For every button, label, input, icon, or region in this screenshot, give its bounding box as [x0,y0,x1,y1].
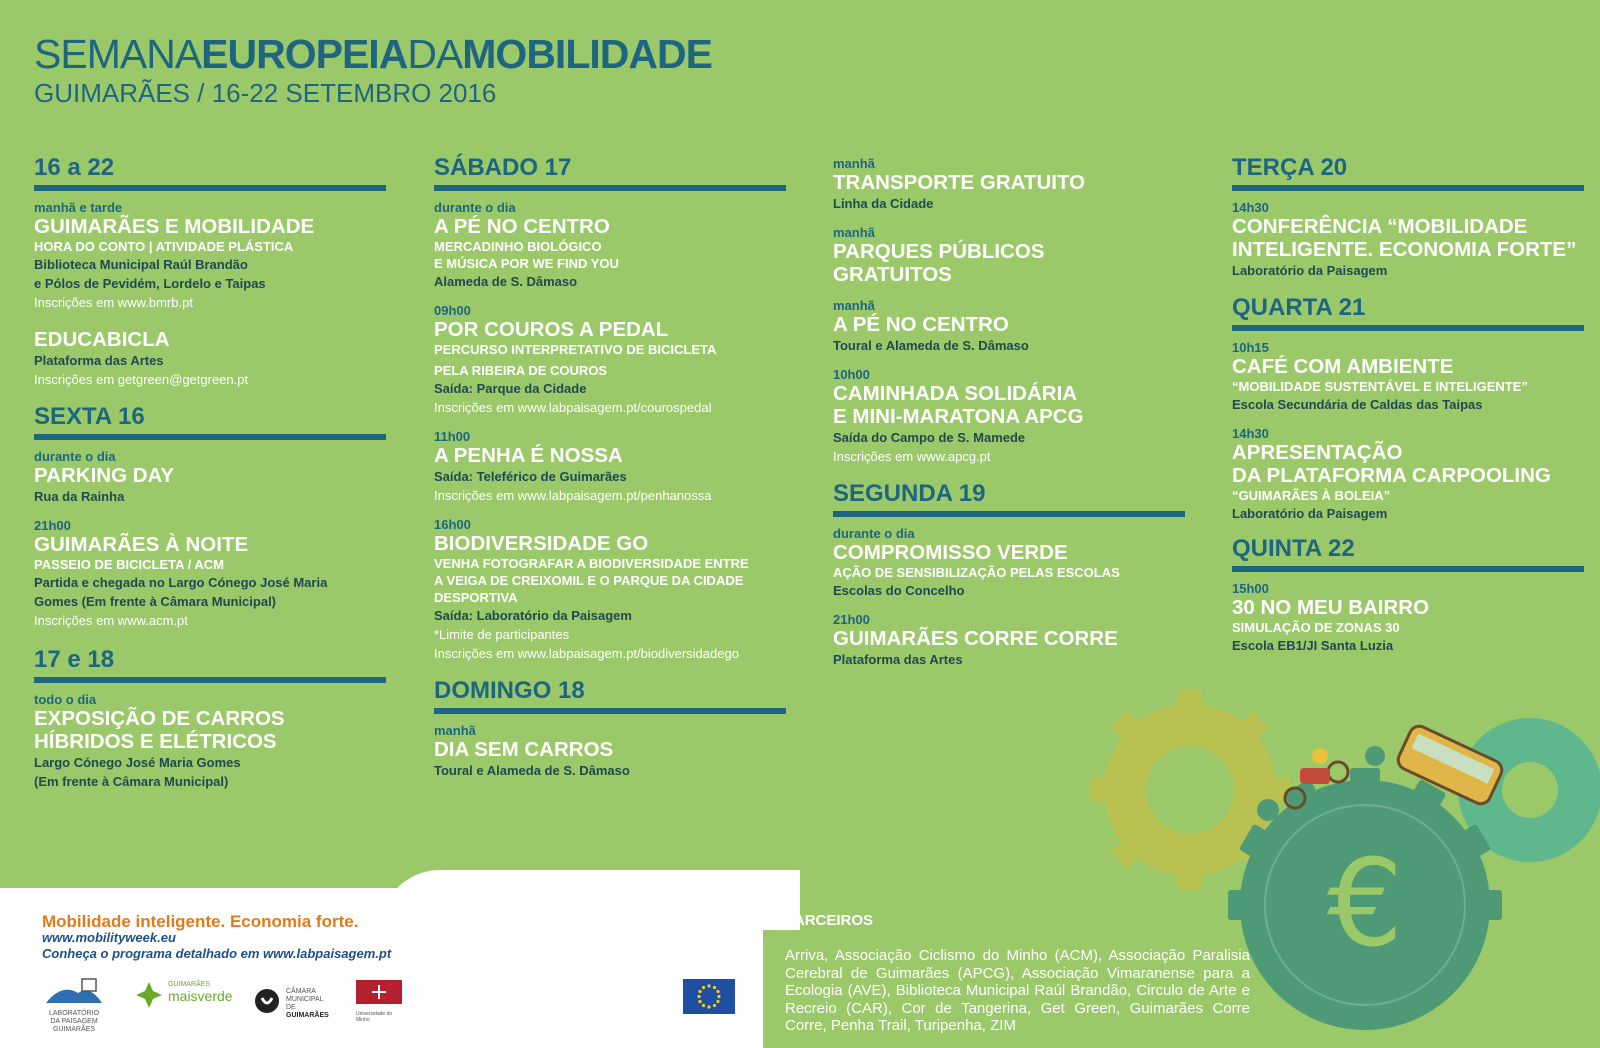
event-place: Escola EB1/JI Santa Luzia [1232,638,1394,653]
event-time: manhã [434,723,476,738]
event [1232,200,1584,280]
event-title: BIODIVERSIDADE GO [434,532,649,555]
schedule-column-1 [34,156,386,803]
event-time: 16h00 [434,517,471,532]
day-heading: DOMINGO 18 [434,677,585,704]
event [833,298,1185,355]
camara-municipal-logo: CÂMARA MUNICIPAL DE GUIMARÃES [254,988,334,1020]
schedule-column-2 [434,156,786,792]
event [34,328,386,389]
event-time: 11h00 [434,429,471,444]
event-place: Escola Secundária de Caldas das Taipas [1232,397,1483,412]
title-part-3: DA [407,31,463,77]
event-title: A PÉ NO CENTRO [833,313,1009,336]
event-place: Saída: Parque da Cidade [434,381,587,396]
event-info: Inscrições em www.apcg.pt [833,449,991,464]
event-place: Toural e Alameda de S. Dâmaso [833,338,1029,353]
university-crest-icon [356,980,402,1004]
day-heading: SÁBADO 17 [434,154,572,181]
event-title: PARKING DAY [34,464,175,487]
event-title: POR COUROS A PEDAL [434,318,669,341]
event-title: A PÉ NO CENTRO [434,215,610,238]
event-subtitle: PERCURSO INTERPRETATIVO DE BICICLETA [434,342,717,357]
event [34,692,386,791]
event-subtitle: “GUIMARÃES À BOLEIA” [1232,488,1391,503]
poster-title [34,31,712,77]
event-subtitle: PELA RIBEIRA DE COUROS [434,363,608,378]
partners-heading: PARCEIROS [785,912,874,929]
event [833,156,1185,213]
laboratorio-paisagem-logo: LABORATÓRIO DA PAISAGEM GUIMARÃES [42,975,106,1034]
event [34,449,386,506]
event-title: E MINI-MARATONA APCG [833,405,1084,428]
event-title: GUIMARÃES E MOBILIDADE [34,215,315,238]
event-time: 10h00 [833,367,870,382]
mobilityweek-link[interactable]: www.mobilityweek.eu [42,930,176,945]
day-heading: TERÇA 20 [1232,154,1348,181]
event-place: Saída do Campo de S. Mamede [833,430,1026,445]
event-title: A PENHA É NOSSA [434,444,623,467]
event [833,526,1185,600]
event-place: Toural e Alameda de S. Dâmaso [434,763,630,778]
event-subtitle: VENHA FOTOGRAFAR A BIODIVERSIDADE ENTRE [434,556,749,571]
event [434,200,786,291]
day-heading: SEGUNDA 19 [833,480,986,507]
event-place: Saída: Laboratório da Paisagem [434,608,632,623]
slogan: Mobilidade inteligente. Economia forte. [42,912,359,931]
title-part-2: EUROPEIA [201,31,408,77]
partners-list: Arriva, Associação Ciclismo do Minho (ACM), Associação Paralisia Cerebral de Guimarães (APCG), Associação Vimaranense para a Ecologia (AVE), Biblioteca Municipal Raúl Brandão, Circulo de Arte e Recreio (CAR), Cor de Tangerina, Get Green, Guimarães Corre Corre, Penha Trail, Turipenha, ZIM [785,947,1250,1034]
day-rule [34,185,386,191]
event-place: Biblioteca Municipal Raúl Brandão [34,257,248,272]
event [833,367,1185,466]
event-title: GUIMARÃES À NOITE [34,533,249,556]
event-time: 10h15 [1232,340,1269,355]
schedule-column-4 [1232,156,1584,667]
event-time: 21h00 [34,518,71,533]
event-subtitle: AÇÃO DE SENSIBILIZAÇÃO PELAS ESCOLAS [833,565,1120,580]
event [434,429,786,505]
event-time: durante o dia [833,526,915,541]
event-info: Inscrições em www.labpaisagem.pt/penhanossa [434,488,712,503]
day-rule [1232,185,1584,191]
event-subtitle: DESPORTIVA [434,590,518,605]
event-subtitle: SIMULAÇÃO DE ZONAS 30 [1232,620,1400,635]
event [1232,340,1584,414]
event [34,200,386,312]
event [434,303,786,417]
event [434,723,786,780]
event [434,517,786,663]
schedule-column-3 [833,156,1185,681]
event-place: (Em frente à Câmara Municipal) [34,774,229,789]
event [1232,581,1584,655]
day-rule [1232,566,1584,572]
event-time: 14h30 [1232,200,1269,215]
event-title: INTELIGENTE. ECONOMIA FORTE” [1232,238,1577,261]
event-title: TRANSPORTE GRATUITO [833,171,1086,194]
event-time: 14h30 [1232,426,1269,441]
day-rule [833,511,1185,517]
event-title: 30 NO MEU BAIRRO [1232,596,1430,619]
event-title: CAFÉ COM AMBIENTE [1232,355,1454,378]
event-subtitle: PASSEIO DE BICICLETA / ACM [34,557,224,572]
event-title: GRATUITOS [833,263,952,286]
event [833,225,1185,286]
event-info: Inscrições em www.labpaisagem.pt/biodiversidadego [434,646,739,661]
event-title: COMPROMISSO VERDE [833,541,1068,564]
day-heading: SEXTA 16 [34,403,145,430]
event-place: Alameda de S. Dâmaso [434,274,578,289]
event-place: Plataforma das Artes [34,353,164,368]
day-heading: 16 a 22 [34,154,115,181]
event-subtitle: HORA DO CONTO | ATIVIDADE PLÁSTICA [34,239,294,254]
event-subtitle: “MOBILIDADE SUSTENTÁVEL E INTELIGENTE” [1232,379,1528,394]
poster-subtitle: GUIMARÃES / 16-22 SETEMBRO 2016 [34,78,497,108]
event [1232,426,1584,523]
event-title: GUIMARÃES CORRE CORRE [833,627,1118,650]
program-link[interactable]: Conheça o programa detalhado em www.labpaisagem.pt [42,946,392,961]
day-heading: QUINTA 22 [1232,535,1355,562]
event-info: Inscrições em www.labpaisagem.pt/courospedal [434,400,712,415]
event-title: HÍBRIDOS E ELÉTRICOS [34,730,277,753]
event-time: 21h00 [833,612,870,627]
landscape-icon [42,975,106,1005]
event-title: CONFERÊNCIA “MOBILIDADE [1232,215,1528,238]
event-time: durante o dia [434,200,516,215]
event-place: Rua da Rainha [34,489,125,504]
day-rule [34,434,386,440]
event-title: CAMINHADA SOLIDÁRIA [833,382,1078,405]
event-title: DA PLATAFORMA CARPOOLING [1232,464,1551,487]
event-place: Saída: Teleférico de Guimarães [434,469,627,484]
day-rule [434,708,786,714]
universidade-minho-logo: Universidade do Minho [356,980,406,1023]
event-place: Largo Cónego José Maria Gomes [34,755,241,770]
event-title: PARQUES PÚBLICOS [833,240,1045,263]
event-place: Laboratório da Paisagem [1232,506,1388,521]
event-time: 15h00 [1232,581,1269,596]
event-time: manhã [833,225,875,240]
event-time: manhã [833,298,875,313]
leaf-cross-icon [134,980,164,1010]
event-place: Escolas do Concelho [833,583,965,598]
event-time: durante o dia [34,449,116,464]
event-time: manhã [833,156,875,171]
event-info: Inscrições em www.bmrb.pt [34,295,193,310]
event-place: Gomes (Em frente à Câmara Municipal) [34,594,277,609]
event-info: Inscrições em getgreen@getgreen.pt [34,372,249,387]
guimaraes-mais-verde-logo: GUIMARÃES maisverde [134,980,234,1010]
event-title: APRESENTAÇÃO [1232,441,1403,464]
event-subtitle: A VEIGA DE CREIXOMIL E O PARQUE DA CIDADE [434,573,744,588]
municipal-crest-icon [254,988,280,1014]
day-rule [34,677,386,683]
event [34,518,386,630]
event-subtitle: MERCADINHO BIOLÓGICO [434,239,602,254]
day-rule [434,185,786,191]
svg-text:€: € [1326,835,1404,974]
day-heading: QUARTA 21 [1232,294,1366,321]
eu-flag-icon [683,979,735,1014]
day-rule [1232,325,1584,331]
day-heading: 17 e 18 [34,646,115,673]
title-part-4: MOBILIDADE [462,31,712,77]
event-time: 09h00 [434,303,471,318]
event-place: Partida e chegada no Largo Cónego José Maria [34,575,328,590]
event-title: EXPOSIÇÃO DE CARROS [34,707,285,730]
event-title: DIA SEM CARROS [434,738,614,761]
event-place: Plataforma das Artes [833,652,963,667]
event-time: todo o dia [34,692,97,707]
event-place: e Pólos de Pevidém, Lordelo e Taipas [34,276,266,291]
event-note: *Limite de participantes [434,627,570,642]
event-info: Inscrições em www.acm.pt [34,613,188,628]
event-subtitle: E MÚSICA POR WE FIND YOU [434,256,619,271]
title-part-1: SEMANA [34,31,202,77]
event-time: manhã e tarde [34,200,123,215]
event [833,612,1185,669]
event-title: EDUCABICLA [34,328,170,351]
event-place: Linha da Cidade [833,196,934,211]
event-place: Laboratório da Paisagem [1232,263,1388,278]
